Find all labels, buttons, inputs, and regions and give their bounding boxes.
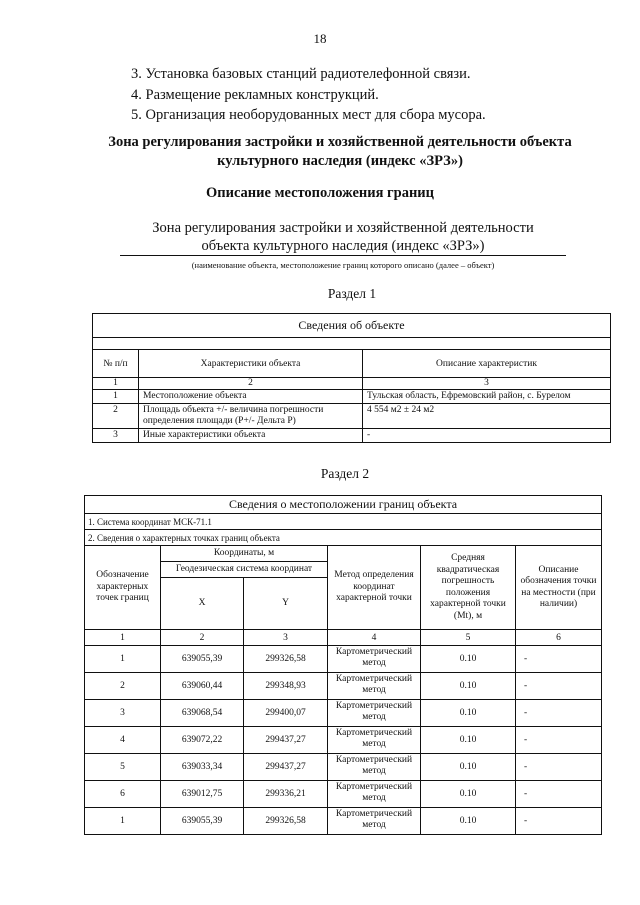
point-accuracy: 0.10 — [421, 808, 516, 835]
header-number: № п/п — [93, 350, 139, 378]
point-accuracy: 0.10 — [421, 754, 516, 781]
table-row — [93, 404, 611, 429]
index-cell: 3 — [244, 630, 328, 646]
row-description: - — [363, 429, 611, 443]
row-characteristic: Площадь объекта +/- величина погрешности определения площади (Р+/- Дельта Р) — [139, 404, 363, 429]
header-characteristic: Характеристики объекта — [139, 350, 363, 378]
header-geo-system: Геодезическая система координат — [161, 562, 328, 578]
header-accuracy: Средняя квадратическая погрешность положения характерной точки (Mt), м — [421, 546, 516, 630]
point-x: 639033,34 — [161, 754, 244, 781]
point-y: 299400,07 — [244, 700, 328, 727]
list — [131, 64, 486, 126]
index-cell: 5 — [421, 630, 516, 646]
table-row — [93, 390, 611, 404]
header-x: X — [161, 578, 244, 630]
point-x: 639012,75 — [161, 781, 244, 808]
point-x: 639068,54 — [161, 700, 244, 727]
point-description: - — [516, 727, 602, 754]
table-row — [85, 646, 602, 673]
point-accuracy: 0.10 — [421, 673, 516, 700]
row-number: 2 — [93, 404, 139, 429]
index-cell: 2 — [139, 378, 363, 390]
table-title: Сведения о местоположении границ объекта — [85, 496, 602, 514]
header-designation: Обозначение характерных точек границ — [85, 546, 161, 630]
point-id: 1 — [85, 808, 161, 835]
header-method: Метод определения координат характерной точки — [328, 546, 421, 630]
point-accuracy: 0.10 — [421, 646, 516, 673]
header-point-description: Описание обозначения точки на местности (при наличии) — [516, 546, 602, 630]
point-id: 4 — [85, 727, 161, 754]
point-method: Картометрический метод — [328, 646, 421, 673]
point-method: Картометрический метод — [328, 673, 421, 700]
boundary-points-table — [84, 495, 602, 835]
index-cell: 3 — [363, 378, 611, 390]
index-cell: 1 — [93, 378, 139, 390]
description-title: Описание местоположения границ — [205, 185, 435, 201]
point-y: 299437,27 — [244, 754, 328, 781]
row-description: 4 554 м2 ± 24 м2 — [363, 404, 611, 429]
header-coords: Координаты, м — [161, 546, 328, 562]
header-description: Описание характеристик — [363, 350, 611, 378]
point-accuracy: 0.10 — [421, 727, 516, 754]
zone-title-line: Зона регулирования застройки и хозяйственной деятельности объекта — [108, 134, 572, 150]
point-id: 5 — [85, 754, 161, 781]
object-name-line: Зона регулирования застройки и хозяйственной деятельности — [152, 220, 534, 236]
point-x: 639072,22 — [161, 727, 244, 754]
section1-title: Раздел 1 — [327, 286, 377, 301]
point-description: - — [516, 673, 602, 700]
point-y: 299336,21 — [244, 781, 328, 808]
index-cell: 4 — [328, 630, 421, 646]
object-caption: (наименование объекта, местоположение границ которого описано (далее – объект) — [191, 260, 495, 270]
row-number: 1 — [93, 390, 139, 404]
point-y: 299348,93 — [244, 673, 328, 700]
row-description: Тульская область, Ефремовский район, с. Бурелом — [363, 390, 611, 404]
table-row — [85, 727, 602, 754]
point-id: 3 — [85, 700, 161, 727]
object-info-table — [92, 313, 611, 443]
table-row — [85, 754, 602, 781]
row-number: 3 — [93, 429, 139, 443]
list-item: 4. Размещение рекламных конструкций. — [131, 86, 379, 103]
coord-system: 1. Система координат МСК-71.1 — [85, 514, 602, 530]
object-name-line: объекта культурного наследия (индекс «ЗРЗ») — [201, 238, 485, 254]
point-accuracy: 0.10 — [421, 700, 516, 727]
header-y: Y — [244, 578, 328, 630]
point-id: 6 — [85, 781, 161, 808]
point-x: 639055,39 — [161, 646, 244, 673]
point-method: Картометрический метод — [328, 808, 421, 835]
table-row — [93, 429, 611, 443]
point-id: 2 — [85, 673, 161, 700]
point-method: Картометрический метод — [328, 700, 421, 727]
object-name — [120, 219, 566, 255]
point-x: 639060,44 — [161, 673, 244, 700]
table-row — [85, 781, 602, 808]
index-cell: 1 — [85, 630, 161, 646]
index-cell: 2 — [161, 630, 244, 646]
point-y: 299437,27 — [244, 727, 328, 754]
list-item: 5. Организация необорудованных мест для сбора мусора. — [131, 107, 486, 123]
page-number: 18 — [313, 31, 327, 46]
zone-title — [60, 133, 620, 171]
table-title: Сведения об объекте — [93, 314, 611, 338]
point-accuracy: 0.10 — [421, 781, 516, 808]
point-y: 299326,58 — [244, 646, 328, 673]
table-row — [85, 700, 602, 727]
list-item: 3. Установка базовых станций радиотелефонной связи. — [131, 66, 471, 82]
row-characteristic: Иные характеристики объекта — [139, 429, 363, 443]
point-x: 639055,39 — [161, 808, 244, 835]
table-row — [85, 673, 602, 700]
point-description: - — [516, 754, 602, 781]
points-heading: 2. Сведения о характерных точках границ объекта — [85, 530, 602, 546]
section2-title: Раздел 2 — [320, 466, 370, 481]
point-id: 1 — [85, 646, 161, 673]
zone-title-line: культурного наследия (индекс «ЗРЗ») — [217, 153, 463, 169]
index-cell: 6 — [516, 630, 602, 646]
point-y: 299326,58 — [244, 808, 328, 835]
point-method: Картометрический метод — [328, 754, 421, 781]
row-characteristic: Местоположение объекта — [139, 390, 363, 404]
table-row — [85, 808, 602, 835]
point-description: - — [516, 646, 602, 673]
point-description: - — [516, 781, 602, 808]
point-method: Картометрический метод — [328, 781, 421, 808]
point-description: - — [516, 700, 602, 727]
point-method: Картометрический метод — [328, 727, 421, 754]
table-spacer — [93, 338, 611, 350]
point-description: - — [516, 808, 602, 835]
object-name-underline — [120, 255, 566, 256]
